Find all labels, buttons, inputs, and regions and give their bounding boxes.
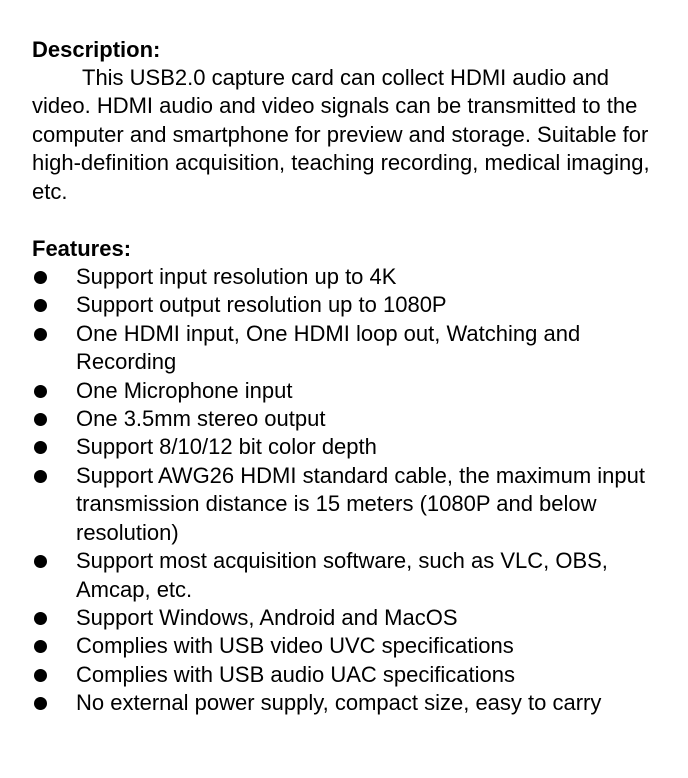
bullet-icon <box>34 328 47 341</box>
feature-text: One 3.5mm stereo output <box>76 406 326 432</box>
feature-item <box>32 547 662 604</box>
bullet-icon <box>34 697 47 710</box>
document-page <box>32 36 662 718</box>
features-list <box>32 263 662 718</box>
bullet-icon <box>34 669 47 682</box>
feature-item <box>32 433 662 461</box>
feature-text: Support input resolution up to 4K <box>76 264 397 290</box>
bullet-icon <box>34 555 47 568</box>
feature-item <box>32 604 662 632</box>
feature-text: One HDMI input, One HDMI loop out, Watching and Recording <box>76 320 581 375</box>
bullet-icon <box>34 612 47 625</box>
feature-text: Support most acquisition software, such as VLC, OBS, Amcap, etc. <box>76 548 608 602</box>
bullet-icon <box>34 385 47 398</box>
feature-text: No external power supply, compact size, easy to carry <box>76 690 602 716</box>
bullet-icon <box>34 271 47 284</box>
feature-item <box>32 263 662 291</box>
bullet-icon <box>34 441 47 454</box>
feature-text: Support 8/10/12 bit color depth <box>76 434 377 460</box>
bullet-icon <box>34 470 47 483</box>
description-heading: Description: <box>32 37 161 62</box>
bullet-icon <box>34 299 47 312</box>
feature-text: Complies with USB video UVC specifications <box>76 633 514 659</box>
features-heading: Features: <box>32 236 132 262</box>
feature-item <box>32 462 662 547</box>
feature-item <box>32 689 662 717</box>
feature-text: Support output resolution up to 1080P <box>76 292 447 318</box>
feature-item <box>32 291 662 319</box>
feature-item <box>32 377 662 405</box>
feature-text: One Microphone input <box>76 377 293 403</box>
feature-text: Support AWG26 HDMI standard cable, the maximum input transmission distance is 15 meters (1080P and below resolution) <box>76 462 645 545</box>
description-text: This USB2.0 capture card can collect HDMI audio and video. HDMI audio and video signals can be transmitted to the computer and smartphone for preview and storage. Suitable for high-definition acquisition, teaching recording, medical imaging, etc. <box>32 65 650 204</box>
feature-item <box>32 405 662 433</box>
feature-text: Support Windows, Android and MacOS <box>76 604 458 630</box>
feature-item <box>32 661 662 689</box>
feature-item <box>32 632 662 660</box>
feature-item <box>32 320 662 377</box>
feature-text: Complies with USB audio UAC specifications <box>76 661 515 687</box>
bullet-icon <box>34 640 47 653</box>
section-spacer <box>32 206 662 235</box>
bullet-icon <box>34 413 47 426</box>
